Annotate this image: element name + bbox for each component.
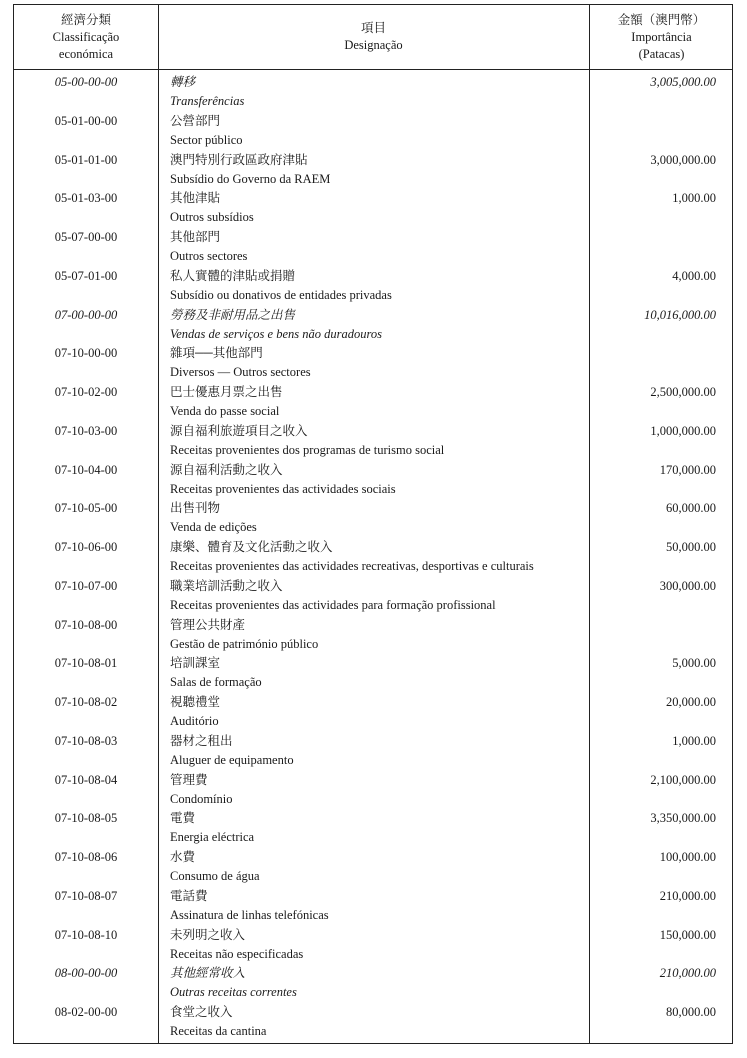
row-code: 05-07-01-00 — [54, 268, 118, 283]
row-designation-zh: 源自福利活動之收入 — [170, 462, 283, 477]
row-amount: 210,000.00 — [659, 966, 716, 981]
row-designation-pt: Salas de formação — [170, 675, 262, 690]
row-code: 05-07-00-00 — [54, 230, 118, 244]
row-amount: 50,000.00 — [666, 540, 716, 554]
row-designation-pt: Venda do passe social — [170, 404, 280, 418]
table-row — [14, 344, 732, 383]
row-amount: 20,000.00 — [666, 695, 716, 709]
row-designation-pt: Assinatura de linhas telefónicas — [170, 907, 329, 922]
table-row — [14, 693, 732, 732]
table-row — [14, 926, 732, 965]
row-designation-pt: Vendas de serviços e bens não duradouros — [170, 326, 383, 341]
row-designation-zh: 源自福利旅遊項目之收入 — [170, 423, 308, 438]
row-designation-pt: Diversos — Outros sectores — [170, 365, 311, 380]
row-amount: 150,000.00 — [659, 927, 716, 942]
row-designation-pt: Outros sectores — [170, 249, 248, 263]
header-amount-zh: 金額（澳門幣） — [617, 12, 706, 27]
row-designation-pt: Venda de edições — [170, 520, 257, 535]
row-code: 07-10-00-00 — [54, 346, 118, 361]
header-designation-pt: Designação — [344, 38, 403, 52]
table-row — [14, 654, 732, 693]
row-code: 05-01-03-00 — [54, 191, 118, 206]
row-designation-pt: Receitas provenientes das actividades sociais — [170, 481, 396, 496]
row-designation-zh: 培訓課室 — [170, 656, 221, 671]
row-amount: 300,000.00 — [659, 578, 716, 593]
row-code: 05-01-01-00 — [54, 152, 118, 167]
row-designation-pt: Gestão de património público — [170, 636, 319, 651]
row-code: 07-10-08-03 — [54, 733, 118, 748]
table-row — [14, 461, 732, 500]
row-code: 07-10-03-00 — [54, 423, 118, 438]
row-amount: 3,005,000.00 — [650, 75, 716, 89]
row-designation-zh: 管理公共財產 — [170, 617, 246, 632]
row-amount: 2,500,000.00 — [650, 385, 716, 399]
table-row — [14, 577, 732, 616]
row-code: 08-02-00-00 — [54, 1005, 118, 1019]
row-designation-zh: 視聽禮堂 — [170, 695, 221, 709]
header-amount-pt2: (Patacas) — [638, 46, 685, 61]
row-amount: 2,100,000.00 — [650, 772, 716, 787]
row-amount: 100,000.00 — [659, 850, 716, 864]
row-code: 07-10-08-00 — [54, 617, 118, 632]
row-designation-zh: 公營部門 — [170, 113, 221, 128]
row-designation-zh: 雜項──其他部門 — [170, 346, 263, 361]
row-designation-pt: Subsídio do Governo da RAEM — [170, 171, 331, 186]
row-designation-zh: 巴士優惠月票之出售 — [170, 385, 283, 399]
row-designation-pt: Auditório — [170, 714, 219, 728]
row-designation-zh: 澳門特別行政區政府津貼 — [170, 152, 308, 167]
row-code: 07-10-08-01 — [54, 656, 118, 671]
row-designation-zh: 電費 — [170, 811, 196, 826]
header-designation-zh: 項目 — [360, 21, 386, 35]
row-designation-pt: Outros subsídios — [170, 210, 254, 225]
row-code: 07-10-07-00 — [54, 578, 118, 593]
header-amount — [589, 5, 734, 69]
row-designation-pt: Receitas provenientes das actividades para formação profissional — [170, 597, 496, 612]
row-designation-pt: Aluguer de equipamento — [170, 752, 294, 767]
row-designation-pt: Receitas da cantina — [170, 1024, 267, 1038]
row-code: 07-10-08-02 — [54, 695, 118, 709]
row-amount: 3,000,000.00 — [650, 152, 716, 167]
table-row — [14, 964, 732, 1003]
row-designation-zh: 電話費 — [170, 888, 208, 903]
row-designation-pt: Subsídio ou donativos de entidades privadas — [170, 287, 392, 302]
row-code: 07-10-08-07 — [54, 888, 118, 903]
table-row — [14, 1003, 732, 1042]
row-code: 07-10-08-10 — [54, 927, 118, 942]
row-code: 07-10-05-00 — [54, 501, 118, 516]
row-code: 05-00-00-00 — [54, 75, 118, 89]
row-designation-pt: Energia eléctrica — [170, 830, 255, 845]
table-row — [14, 112, 732, 151]
row-amount: 1,000.00 — [672, 191, 716, 206]
table-row — [14, 616, 732, 655]
row-designation-zh: 勞務及非耐用品之出售 — [170, 307, 296, 322]
row-amount: 210,000.00 — [659, 888, 716, 903]
table-row — [14, 848, 732, 887]
row-code: 07-10-08-04 — [54, 772, 118, 787]
row-code: 07-10-08-06 — [54, 850, 118, 864]
header-classification-pt: Classificação — [52, 29, 120, 44]
header-classification — [14, 5, 158, 69]
row-designation-pt: Outras receitas correntes — [170, 985, 297, 1000]
row-amount: 3,350,000.00 — [650, 811, 716, 826]
row-amount: 1,000,000.00 — [650, 423, 716, 438]
row-amount: 4,000.00 — [672, 268, 716, 283]
row-code: 07-10-02-00 — [54, 385, 118, 399]
row-designation-zh: 器材之租出 — [170, 733, 233, 748]
header-classification-zh: 經濟分類 — [60, 12, 111, 27]
header-designation — [158, 5, 589, 69]
budget-table — [13, 4, 733, 1044]
table-row — [14, 151, 732, 190]
row-designation-pt: Receitas não especificadas — [170, 946, 304, 961]
table-header — [14, 5, 732, 70]
table-row — [14, 732, 732, 771]
row-code: 07-10-06-00 — [54, 540, 118, 554]
row-designation-pt: Transferências — [170, 94, 245, 108]
row-code: 07-00-00-00 — [54, 307, 118, 322]
row-designation-zh: 水費 — [170, 850, 196, 864]
row-designation-zh: 康樂、體育及文化活動之收入 — [170, 540, 333, 554]
row-amount: 60,000.00 — [666, 501, 716, 516]
row-designation-pt: Receitas provenientes das actividades recreativas, desportivas e culturais — [170, 559, 534, 573]
row-designation-zh: 食堂之收入 — [170, 1005, 233, 1019]
row-designation-zh: 轉移 — [170, 75, 196, 89]
table-row — [14, 383, 732, 422]
row-code: 08-00-00-00 — [54, 966, 118, 981]
row-designation-zh: 私人實體的津貼或捐贈 — [170, 268, 296, 283]
row-designation-pt: Receitas provenientes dos programas de turismo social — [170, 442, 445, 457]
row-code: 07-10-08-05 — [54, 811, 118, 826]
row-designation-zh: 職業培訓活動之收入 — [170, 578, 283, 593]
row-designation-zh: 出售刊物 — [170, 501, 221, 516]
row-designation-zh: 其他部門 — [170, 230, 221, 244]
header-classification-pt2: económica — [58, 46, 114, 61]
row-amount: 1,000.00 — [672, 733, 716, 748]
table-row — [14, 499, 732, 538]
row-designation-pt: Sector público — [170, 132, 243, 147]
row-code: 05-01-00-00 — [54, 113, 118, 128]
row-amount: 80,000.00 — [666, 1005, 716, 1019]
row-designation-zh: 管理費 — [170, 772, 208, 787]
row-designation-zh: 其他津貼 — [170, 191, 221, 206]
table-row — [14, 73, 732, 112]
table-row — [14, 267, 732, 306]
row-code: 07-10-04-00 — [54, 462, 118, 477]
table-row — [14, 306, 732, 345]
row-designation-pt: Consumo de água — [170, 869, 260, 883]
table-row — [14, 189, 732, 228]
table-row — [14, 809, 732, 848]
row-amount: 5,000.00 — [672, 656, 716, 671]
header-amount-pt: Importância — [631, 29, 692, 44]
row-designation-zh: 未列明之收入 — [170, 927, 246, 942]
table-row — [14, 422, 732, 461]
table-row — [14, 771, 732, 810]
row-designation-pt: Condomínio — [170, 791, 233, 806]
table-body — [14, 73, 732, 1042]
row-designation-zh: 其他經常收入 — [170, 966, 246, 981]
table-row — [14, 538, 732, 577]
row-amount: 170,000.00 — [659, 462, 716, 477]
table-row — [14, 228, 732, 267]
table-row — [14, 887, 732, 926]
row-amount: 10,016,000.00 — [644, 307, 716, 322]
